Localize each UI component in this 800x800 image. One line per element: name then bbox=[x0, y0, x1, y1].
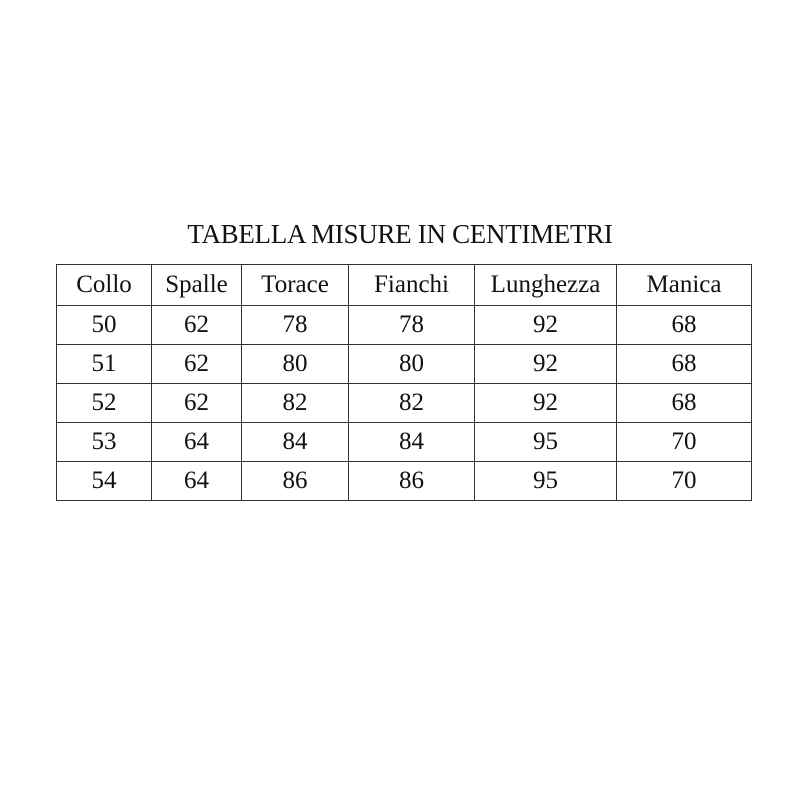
table-cell: 52 bbox=[57, 384, 152, 423]
table-cell: 50 bbox=[57, 306, 152, 345]
table-cell: 80 bbox=[242, 345, 349, 384]
table-cell: 86 bbox=[242, 462, 349, 501]
table-cell: 82 bbox=[349, 384, 475, 423]
header-torace: Torace bbox=[242, 265, 349, 306]
header-spalle: Spalle bbox=[152, 265, 242, 306]
table-header-row bbox=[57, 265, 752, 306]
size-chart-table bbox=[56, 264, 752, 501]
table-cell: 62 bbox=[152, 306, 242, 345]
table-row bbox=[57, 345, 752, 384]
table-cell: 92 bbox=[475, 384, 617, 423]
header-lunghezza: Lunghezza bbox=[475, 265, 617, 306]
table-cell: 64 bbox=[152, 423, 242, 462]
table-cell: 84 bbox=[349, 423, 475, 462]
table-cell: 95 bbox=[475, 423, 617, 462]
table-cell: 68 bbox=[617, 384, 752, 423]
table-cell: 68 bbox=[617, 345, 752, 384]
table-row bbox=[57, 423, 752, 462]
table-cell: 68 bbox=[617, 306, 752, 345]
table-cell: 54 bbox=[57, 462, 152, 501]
table-row bbox=[57, 462, 752, 501]
table-cell: 80 bbox=[349, 345, 475, 384]
table-cell: 84 bbox=[242, 423, 349, 462]
table-cell: 78 bbox=[349, 306, 475, 345]
table-cell: 64 bbox=[152, 462, 242, 501]
header-collo: Collo bbox=[57, 265, 152, 306]
table-cell: 92 bbox=[475, 306, 617, 345]
table-cell: 70 bbox=[617, 423, 752, 462]
table-cell: 62 bbox=[152, 345, 242, 384]
table-cell: 53 bbox=[57, 423, 152, 462]
table-row bbox=[57, 306, 752, 345]
header-fianchi: Fianchi bbox=[349, 265, 475, 306]
table-cell: 95 bbox=[475, 462, 617, 501]
table-cell: 82 bbox=[242, 384, 349, 423]
table-cell: 62 bbox=[152, 384, 242, 423]
table-row bbox=[57, 384, 752, 423]
table-title: TABELLA MISURE IN CENTIMETRI bbox=[187, 219, 613, 249]
table-cell: 92 bbox=[475, 345, 617, 384]
table-cell: 51 bbox=[57, 345, 152, 384]
header-manica: Manica bbox=[617, 265, 752, 306]
table-cell: 86 bbox=[349, 462, 475, 501]
table-cell: 70 bbox=[617, 462, 752, 501]
table-cell: 78 bbox=[242, 306, 349, 345]
